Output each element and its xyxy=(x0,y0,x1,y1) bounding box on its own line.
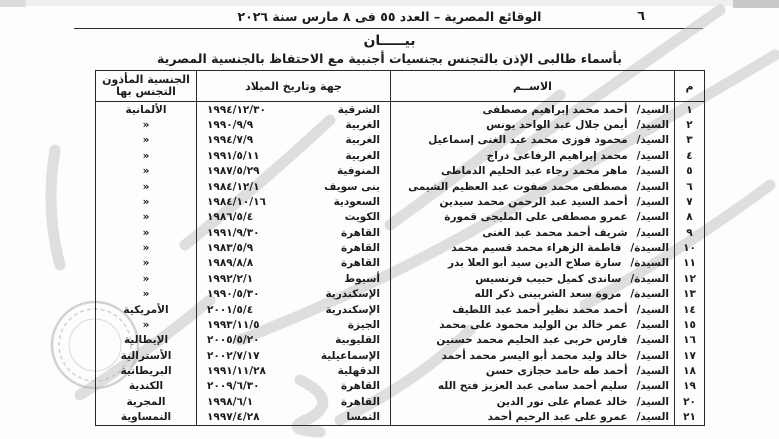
birth-date: ١٩٨٤/١٠/١٦ xyxy=(207,195,266,208)
name-cell xyxy=(390,117,674,132)
nationality-cell: الإيطالية xyxy=(123,334,169,347)
table-row xyxy=(96,348,704,363)
table-row xyxy=(96,225,704,240)
table-row xyxy=(96,363,704,378)
nationality-cell: الأسترالية xyxy=(120,349,172,362)
person-name: شريف أحمد محمد عبد الغنى xyxy=(482,226,628,239)
birth-date: ١٩٩١/٥/١١ xyxy=(207,149,260,162)
statement-subtitle: بأسماء طالبى الإذن بالتجنس بجنسيات أجنبية مع الاحتفاظ بالجنسية المصرية xyxy=(157,51,622,66)
birth-cell xyxy=(196,210,390,225)
name-cell xyxy=(390,133,674,148)
name-cell xyxy=(390,164,674,179)
table-row xyxy=(96,179,704,194)
birth-place: الإسماعيلية xyxy=(320,349,380,362)
table-row xyxy=(96,317,704,332)
table-row xyxy=(96,148,704,163)
birth-cell xyxy=(196,225,390,240)
table-row xyxy=(96,379,704,394)
table-row xyxy=(96,102,704,117)
birth-place: بنى سويف xyxy=(324,180,380,193)
table-body xyxy=(96,102,704,425)
honorific-title: السيد/ xyxy=(636,195,669,208)
honorific-title: السيد/ xyxy=(636,318,669,331)
statement-title: بيـــــان xyxy=(363,33,416,49)
birth-cell xyxy=(196,348,390,363)
person-name: سليم أحمد سامى عبد العزيز فتح الله xyxy=(437,380,628,393)
person-name: محمد إبراهيم الرفاعى دراج xyxy=(486,149,628,162)
person-name: أيمن جلال عبد الواحد يونس xyxy=(486,119,628,132)
birth-cell xyxy=(196,194,390,209)
person-name: عمرو مصطفى على المليجى قمورة xyxy=(444,211,628,224)
table-row xyxy=(96,164,704,179)
honorific-title: السيد/ xyxy=(636,103,669,116)
birth-date: ١٩٨٦/٥/٤ xyxy=(207,211,254,224)
birth-place: أسيوط xyxy=(344,272,380,285)
person-name: خالد عصام على نور الدين xyxy=(496,395,628,408)
table-row xyxy=(96,194,704,209)
birth-date: ٢٠٠٢/٧/١٧ xyxy=(207,349,260,362)
nationality-cell: « xyxy=(142,149,150,162)
name-cell xyxy=(390,148,674,163)
name-cell xyxy=(390,394,674,409)
birth-place: الشرقية xyxy=(337,103,380,116)
row-number-cell: ١٧ xyxy=(674,348,704,363)
table-row xyxy=(96,117,704,132)
name-cell xyxy=(390,225,674,240)
name-cell xyxy=(390,271,674,286)
name-cell xyxy=(390,333,674,348)
birth-cell xyxy=(196,394,390,409)
birth-cell xyxy=(196,179,390,194)
table-row xyxy=(96,271,704,286)
honorific-title: السيدة/ xyxy=(630,242,669,255)
birth-place: القاهرة xyxy=(340,257,380,270)
name-cell xyxy=(390,348,674,363)
person-name: عمر خالد بن الوليد محمود على محمد xyxy=(439,318,628,331)
row-number-cell: ١٢ xyxy=(674,271,704,286)
nationality-cell: « xyxy=(142,226,150,239)
birth-date: ١٩٨٣/٥/٩ xyxy=(207,242,254,255)
birth-cell xyxy=(196,102,390,117)
nationality-cell: البريطانية xyxy=(120,365,172,378)
table-row xyxy=(96,410,704,425)
honorific-title: السيدة/ xyxy=(630,272,669,285)
birth-cell xyxy=(196,410,390,425)
row-number-cell: ١٦ xyxy=(674,333,704,348)
name-cell xyxy=(390,240,674,255)
person-name: عمرو على عبد الرحيم أحمد xyxy=(487,411,628,424)
honorific-title: السيد/ xyxy=(636,380,669,393)
row-number-cell: ٤ xyxy=(674,148,704,163)
nationality-cell: « xyxy=(142,180,150,193)
honorific-title: السيد/ xyxy=(636,349,669,362)
birth-cell xyxy=(196,363,390,378)
birth-place: القاهرة xyxy=(340,226,380,239)
birth-place: الدقهلية xyxy=(337,365,380,378)
birth-place: الغربية xyxy=(345,149,380,162)
nationality-cell: النمساوية xyxy=(120,411,172,424)
nationality-cell: الكندية xyxy=(128,380,164,393)
birth-place: الكويت xyxy=(344,211,380,224)
birth-cell xyxy=(196,302,390,317)
table-row xyxy=(96,333,704,348)
row-number-cell: ١٩ xyxy=(674,379,704,394)
name-cell xyxy=(390,194,674,209)
name-cell xyxy=(390,379,674,394)
row-number-cell: ٢ xyxy=(674,117,704,132)
honorific-title: السيد/ xyxy=(636,211,669,224)
nationality-cell: « xyxy=(142,272,150,285)
header-rule xyxy=(74,28,703,29)
header-cell-number: م xyxy=(674,71,704,101)
person-name: أحمد محمد إبراهيم مصطفى xyxy=(482,103,628,116)
nationality-cell: « xyxy=(142,134,150,147)
row-number-cell: ٧ xyxy=(674,194,704,209)
name-cell xyxy=(390,363,674,378)
birth-date: ٢٠٠٥/٥/٢٠ xyxy=(207,334,260,347)
birth-cell xyxy=(196,379,390,394)
nationality-cell: المجرية xyxy=(126,395,166,408)
table-row xyxy=(96,394,704,409)
birth-date: ١٩٩٤/٧/٩ xyxy=(207,134,254,147)
birth-place: الغربية xyxy=(345,119,380,132)
honorific-title: السيدة/ xyxy=(630,288,669,301)
honorific-title: السيد/ xyxy=(636,119,669,132)
table-row xyxy=(96,210,704,225)
nationality-cell: « xyxy=(142,119,150,132)
honorific-title: السيد/ xyxy=(636,395,669,408)
birth-date: ١٩٩١/١١/٢٨ xyxy=(207,365,266,378)
birth-cell xyxy=(196,256,390,271)
header-nationality-line2: التجنس بها xyxy=(116,85,176,98)
honorific-title: السيد/ xyxy=(636,334,669,347)
scan-edge-corner-left xyxy=(0,0,26,7)
name-cell xyxy=(390,179,674,194)
table-row xyxy=(96,256,704,271)
nationality-cell: الألمانية xyxy=(125,103,167,116)
row-number-cell: ٢١ xyxy=(674,410,704,425)
nationality-cell: « xyxy=(142,257,150,270)
name-cell xyxy=(390,410,674,425)
person-name: أحمد محمد نظير أحمد عبد اللطيف xyxy=(452,303,628,316)
nationality-cell: « xyxy=(142,195,150,208)
birth-place: القاهرة xyxy=(340,380,380,393)
table-row xyxy=(96,240,704,255)
birth-place: الجيزة xyxy=(347,318,380,331)
nationality-cell: « xyxy=(142,242,150,255)
row-number-cell: ١٣ xyxy=(674,287,704,302)
birth-cell xyxy=(196,117,390,132)
honorific-title: السيد/ xyxy=(636,149,669,162)
honorific-title: السيد/ xyxy=(636,303,669,316)
person-name: سارة صلاح الدين سيد أبو العلا بدر xyxy=(447,257,622,270)
row-number-cell: ٥ xyxy=(674,164,704,179)
honorific-title: السيد/ xyxy=(636,165,669,178)
nationality-cell: « xyxy=(142,318,150,331)
nationality-cell: « xyxy=(142,211,150,224)
row-number-cell: ١١ xyxy=(674,256,704,271)
birth-cell xyxy=(196,133,390,148)
birth-place: المنوفية xyxy=(337,165,380,178)
header-nationality-line1: الجنسية المأذون xyxy=(102,73,190,86)
nationality-cell: « xyxy=(142,288,150,301)
birth-date: ١٩٩٨/٦/١ xyxy=(207,395,254,408)
scan-edge-strip xyxy=(0,0,779,6)
person-name: مروة سعد الشربينى ذكر الله xyxy=(474,288,622,301)
page-number: ٦ xyxy=(637,9,645,24)
birth-date: ١٩٩٧/٤/٢٨ xyxy=(207,411,260,424)
honorific-title: السيد/ xyxy=(636,134,669,147)
birth-date: ١٩٩٢/٢/١ xyxy=(207,272,254,285)
birth-cell xyxy=(196,271,390,286)
row-number-cell: ٣ xyxy=(674,133,704,148)
naturalization-table xyxy=(95,70,705,426)
name-cell xyxy=(390,256,674,271)
row-number-cell: ١ xyxy=(674,102,704,117)
row-number-cell: ١٠ xyxy=(674,240,704,255)
person-name: خالد وليد محمد أبو اليسر محمد أحمد xyxy=(441,349,628,362)
row-number-cell: ١٤ xyxy=(674,302,704,317)
birth-date: ١٩٨٤/١٢/١ xyxy=(207,180,260,193)
birth-date: ١٩٩٠/٩/٩ xyxy=(207,119,254,132)
birth-date: ٢٠٠١/٥/٤ xyxy=(207,303,254,316)
row-number-cell: ١٥ xyxy=(674,317,704,332)
table-row xyxy=(96,133,704,148)
honorific-title: السيد/ xyxy=(636,411,669,424)
row-number-cell: ٦ xyxy=(674,179,704,194)
birth-cell xyxy=(196,240,390,255)
header-cell-nationality xyxy=(96,71,196,101)
header-cell-name: الاســم xyxy=(390,71,674,101)
name-cell xyxy=(390,210,674,225)
birth-date: ١٩٩٠/٥/٣٠ xyxy=(207,288,260,301)
birth-cell xyxy=(196,148,390,163)
birth-cell xyxy=(196,287,390,302)
table-header-row xyxy=(96,71,704,102)
birth-date: ١٩٨٧/٥/٢٩ xyxy=(207,165,260,178)
birth-place: الإسكندرية xyxy=(325,303,380,316)
birth-date: ١٩٩٤/١٢/٣٠ xyxy=(207,103,266,116)
row-number-cell: ٢٠ xyxy=(674,394,704,409)
nationality-cell: الأمريكية xyxy=(123,303,169,316)
person-name: ماهر محمد رجاء عبد الحليم الدماطى xyxy=(440,165,628,178)
person-name: فارس حربى عبد الحليم محمد حسنين xyxy=(436,334,628,347)
person-name: مصطفى محمد صفوت عبد العظيم الشيمى xyxy=(408,180,628,193)
person-name: محمود فوزى محمد عبد الغنى إسماعيل xyxy=(428,134,628,147)
honorific-title: السيد/ xyxy=(636,365,669,378)
birth-date: ١٩٨٩/٨/٨ xyxy=(207,257,254,270)
table-row xyxy=(96,302,704,317)
birth-date: ١٩٩١/٩/٣٠ xyxy=(207,226,260,239)
birth-place: القاهرة xyxy=(340,242,380,255)
header-cell-birth: جهة وتاريخ الميلاد xyxy=(196,71,390,101)
honorific-title: السيد/ xyxy=(636,180,669,193)
name-cell xyxy=(390,317,674,332)
person-name: أحمد السيد عبد الرحمن محمد سيدين xyxy=(439,195,628,208)
scan-edge-corner-right xyxy=(733,0,779,8)
person-name: فاطمة الزهراء محمد قسيم محمد xyxy=(451,242,622,255)
table-row xyxy=(96,287,704,302)
person-name: أحمد طه حامد حجازى حسن xyxy=(485,365,628,378)
honorific-title: السيدة/ xyxy=(630,257,669,270)
birth-date: ١٩٩٣/١١/٥ xyxy=(207,318,260,331)
name-cell xyxy=(390,102,674,117)
row-number-cell: ٩ xyxy=(674,225,704,240)
birth-place: القليوبية xyxy=(335,334,380,347)
honorific-title: السيد/ xyxy=(636,226,669,239)
birth-place: الغربية xyxy=(345,134,380,147)
birth-date: ٢٠٠٩/٦/٣٠ xyxy=(207,380,260,393)
row-number-cell: ١٨ xyxy=(674,363,704,378)
birth-place: الإسكندرية xyxy=(325,288,380,301)
birth-cell xyxy=(196,317,390,332)
birth-place: النمسا xyxy=(346,411,380,424)
birth-place: السعودية xyxy=(333,195,380,208)
name-cell xyxy=(390,302,674,317)
gazette-header-line: الوقائع المصرية – العدد ٥٥ فى ٨ مارس سنة ٢٠٢٦ xyxy=(237,9,542,24)
birth-cell xyxy=(196,333,390,348)
birth-cell xyxy=(196,164,390,179)
name-cell xyxy=(390,287,674,302)
nationality-cell: « xyxy=(142,165,150,178)
row-number-cell: ٨ xyxy=(674,210,704,225)
person-name: ساندى كميل حبيب فرنسيس xyxy=(475,272,622,285)
birth-place: القاهرة xyxy=(340,395,380,408)
